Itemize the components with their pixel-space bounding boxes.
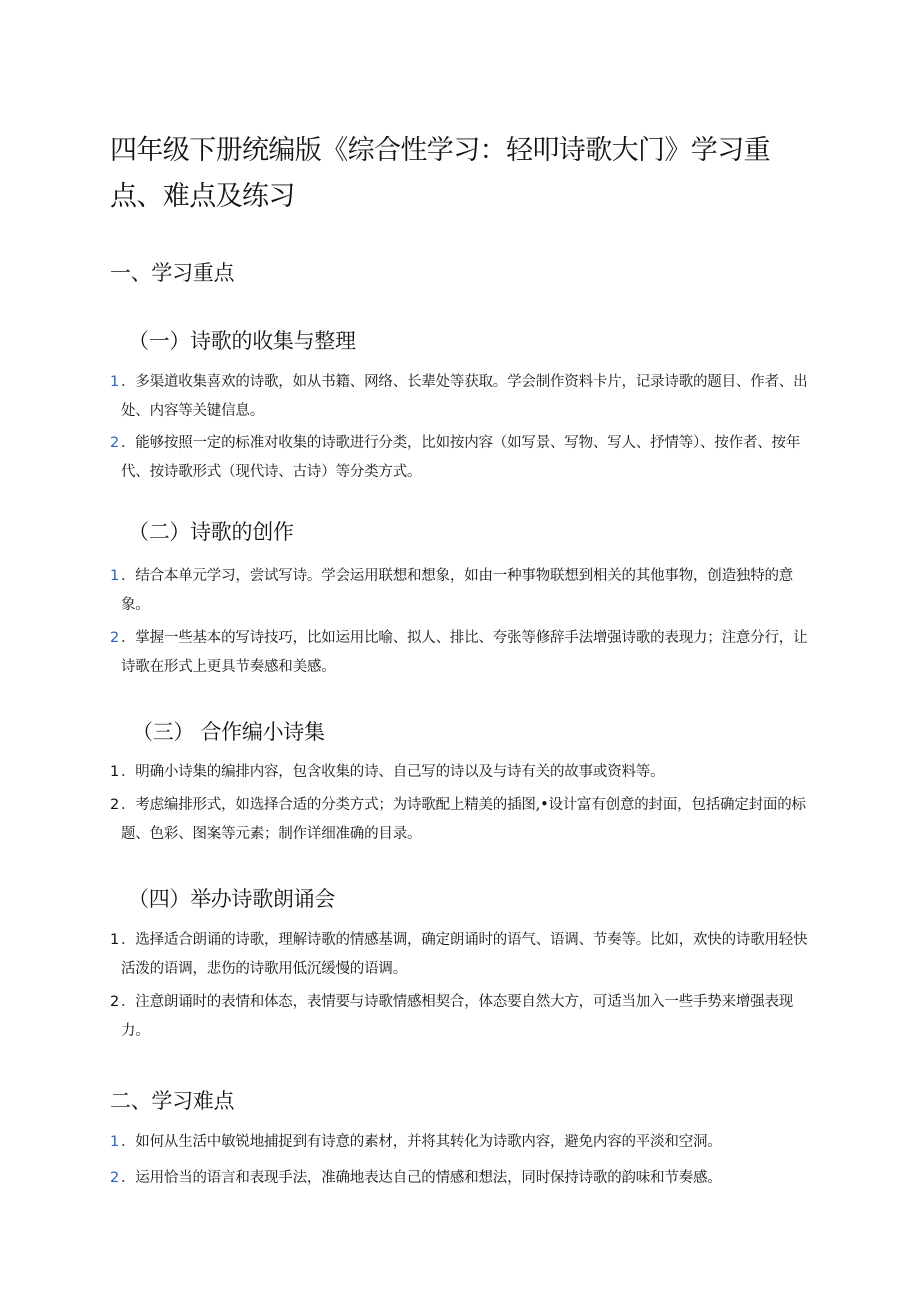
section-heading-difficulties: 二、学习难点: [110, 1089, 235, 1113]
list-item-text: ．掌握一些基本的写诗技巧，比如运用比喻、拟人、排比、夸张等修辞手法增强诗歌的表现力；注意分行，让诗歌在形式上更具节奏感和美感。: [121, 630, 808, 675]
subsection-heading-anthology: （三） 合作编小诗集: [132, 720, 325, 744]
subsection-heading-creation: （二）诗歌的创作: [128, 520, 294, 544]
subsection-heading-recitation: （四）举办诗歌朗诵会: [128, 887, 335, 911]
section-heading-key-points: 一、学习重点: [110, 261, 235, 285]
list-item-text: ．明确小诗集的编排内容，包含收集的诗、自己写的诗以及与诗有关的故事或资料等。: [121, 764, 665, 780]
list-item-text: ．如何从生活中敏锐地捕捉到有诗意的素材，并将其转化为诗歌内容，避免内容的平淡和空洞。: [121, 1134, 722, 1150]
list-item-text: ．注意朗诵时的表情和体态，表情要与诗歌情感相契合，体态要自然大方，可适当加入一些手势来增强表现力。: [121, 994, 794, 1039]
list-item-text: ．能够按照一定的标准对收集的诗歌进行分类，比如按内容（如写景、写物、写人、抒情等）、按作者、按年代、按诗歌形式（现代诗、古诗）等分类方式。: [121, 435, 801, 480]
list-item-number: 2: [110, 630, 120, 646]
subsection-heading-collection: （一）诗歌的收集与整理: [128, 329, 356, 353]
list-item-text: ．考虑编排形式，如选择合适的分类方式；为诗歌配上精美的插图,•设计富有创意的封面，包括确定封面的标题、色彩、图案等元素；制作详细准确的目录。: [121, 797, 806, 842]
list-item-number: 1: [110, 932, 120, 948]
list-item-number: 1: [110, 764, 120, 780]
list-item-number: 1: [110, 374, 120, 390]
list-item-text: ．多渠道收集喜欢的诗歌，如从书籍、网络、长辈处等获取。学会制作资料卡片，记录诗歌的题目、作者、出处、内容等关键信息。: [121, 374, 808, 419]
list-item-number: 2: [110, 435, 120, 451]
list-item-number: 2: [110, 1170, 120, 1186]
list-item-number: 2: [110, 797, 120, 813]
document-title: 四年级下册统编版《综合性学习：轻叩诗歌大门》学习重点、难点及练习: [110, 135, 770, 212]
list-item-number: 1: [110, 568, 120, 584]
list-item-text: ．运用恰当的语言和表现手法，准确地表达自己的情感和想法，同时保持诗歌的韵味和节奏感。: [121, 1170, 722, 1186]
list-item-text: ．结合本单元学习，尝试写诗。学会运用联想和想象，如由一种事物联想到相关的其他事物，创造独特的意象。: [121, 568, 794, 613]
list-item-text: ．选择适合朗诵的诗歌，理解诗歌的情感基调，确定朗诵时的语气、语调、节奏等。比如，欢快的诗歌用轻快活泼的语调，悲伤的诗歌用低沉缓慢的语调。: [121, 932, 808, 977]
list-item-number: 2: [110, 994, 120, 1010]
list-item-number: 1: [110, 1134, 120, 1150]
